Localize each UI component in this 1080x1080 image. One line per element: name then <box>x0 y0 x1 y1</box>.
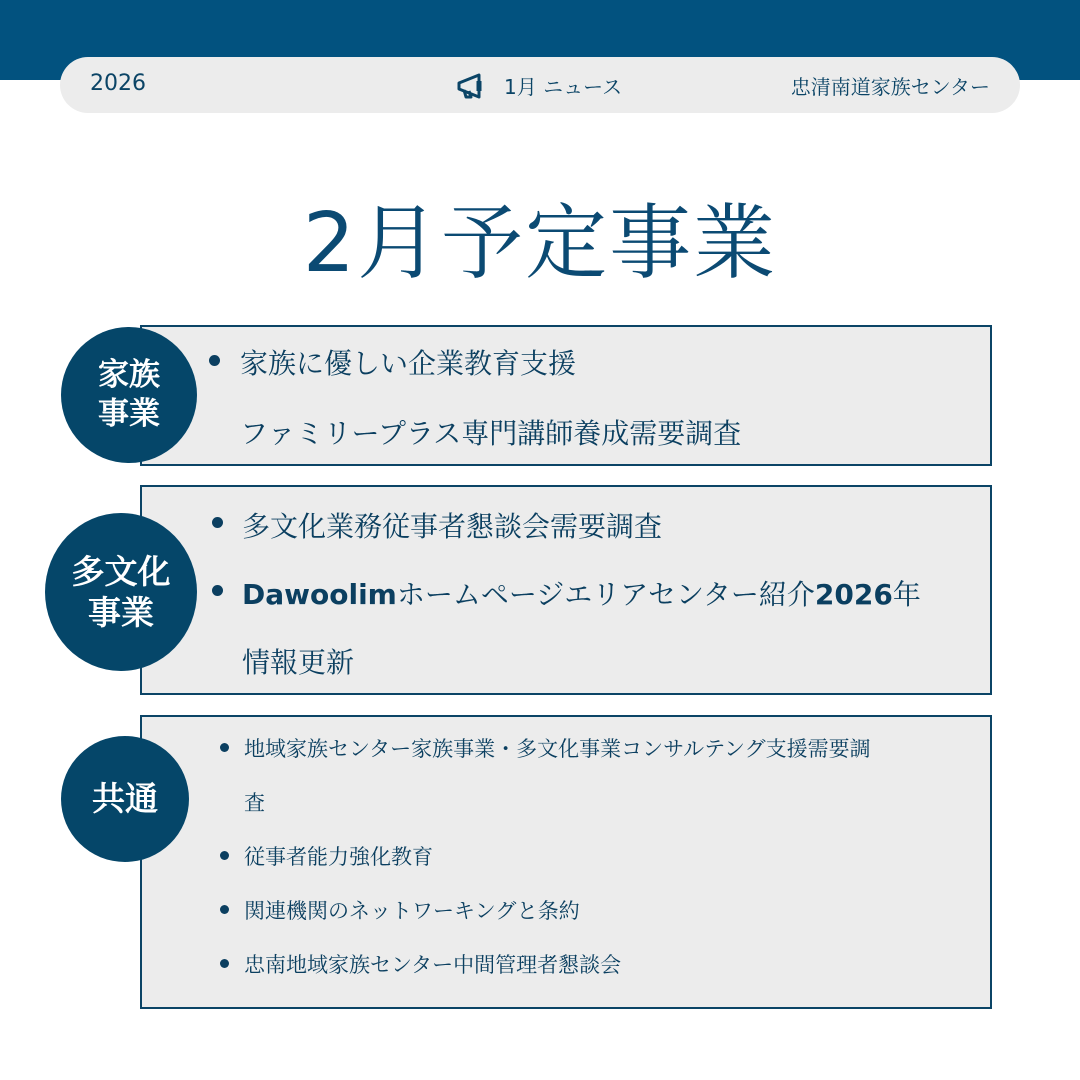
bullet-dot <box>220 743 229 752</box>
item-year: 2026 <box>814 578 893 611</box>
header-organization: 忠清南道家族センター <box>790 75 990 99</box>
section-common-item-3: 関連機関のネットワーキングと条約 <box>244 899 580 923</box>
header-news <box>456 71 622 100</box>
bullet-dot <box>212 517 223 528</box>
section-family-item-2: ファミリープラス専門講師養成需要調査 <box>240 417 742 450</box>
section-common-item-4: 忠南地域家族センター中間管理者懇談会 <box>244 953 622 977</box>
item-text: ホームページエリアセンター紹介 <box>396 578 815 611</box>
section-multicultural-item-2 <box>242 573 921 613</box>
bullet-dot <box>212 585 223 596</box>
section-common-item-1-cont: 査 <box>244 791 265 815</box>
section-family-label: 家族 事業 <box>98 357 160 432</box>
header-bar <box>60 57 1020 113</box>
bullet-dot <box>220 905 229 914</box>
bullet-dot <box>209 355 220 366</box>
section-multicultural-item-2-cont: 情報更新 <box>242 646 355 679</box>
section-family-badge <box>61 327 197 463</box>
section-common-item-1: 地域家族センター家族事業・多文化事業コンサルテング支援需要調 <box>244 737 871 761</box>
megaphone-icon <box>456 72 488 100</box>
item-brand-name: Dawoolim <box>242 578 397 611</box>
section-common-badge <box>61 736 189 862</box>
section-common-label: 共通 <box>92 779 158 819</box>
section-multicultural-badge <box>45 513 197 671</box>
header-news-label: 1月 ニュース <box>504 75 623 99</box>
item-text-suffix: 年 <box>892 578 921 611</box>
section-multicultural-label: 多文化 事業 <box>71 551 171 632</box>
page-title: 2月予定事業 <box>302 196 778 291</box>
bullet-dot <box>220 959 229 968</box>
header-year: 2026 <box>90 71 146 96</box>
section-family-item-1: 家族に優しい企業教育支援 <box>240 347 577 380</box>
bullet-dot <box>220 851 229 860</box>
section-multicultural-item-1: 多文化業務従事者懇談会需要調査 <box>242 510 663 543</box>
section-common-item-2: 従事者能力強化教育 <box>244 845 433 869</box>
